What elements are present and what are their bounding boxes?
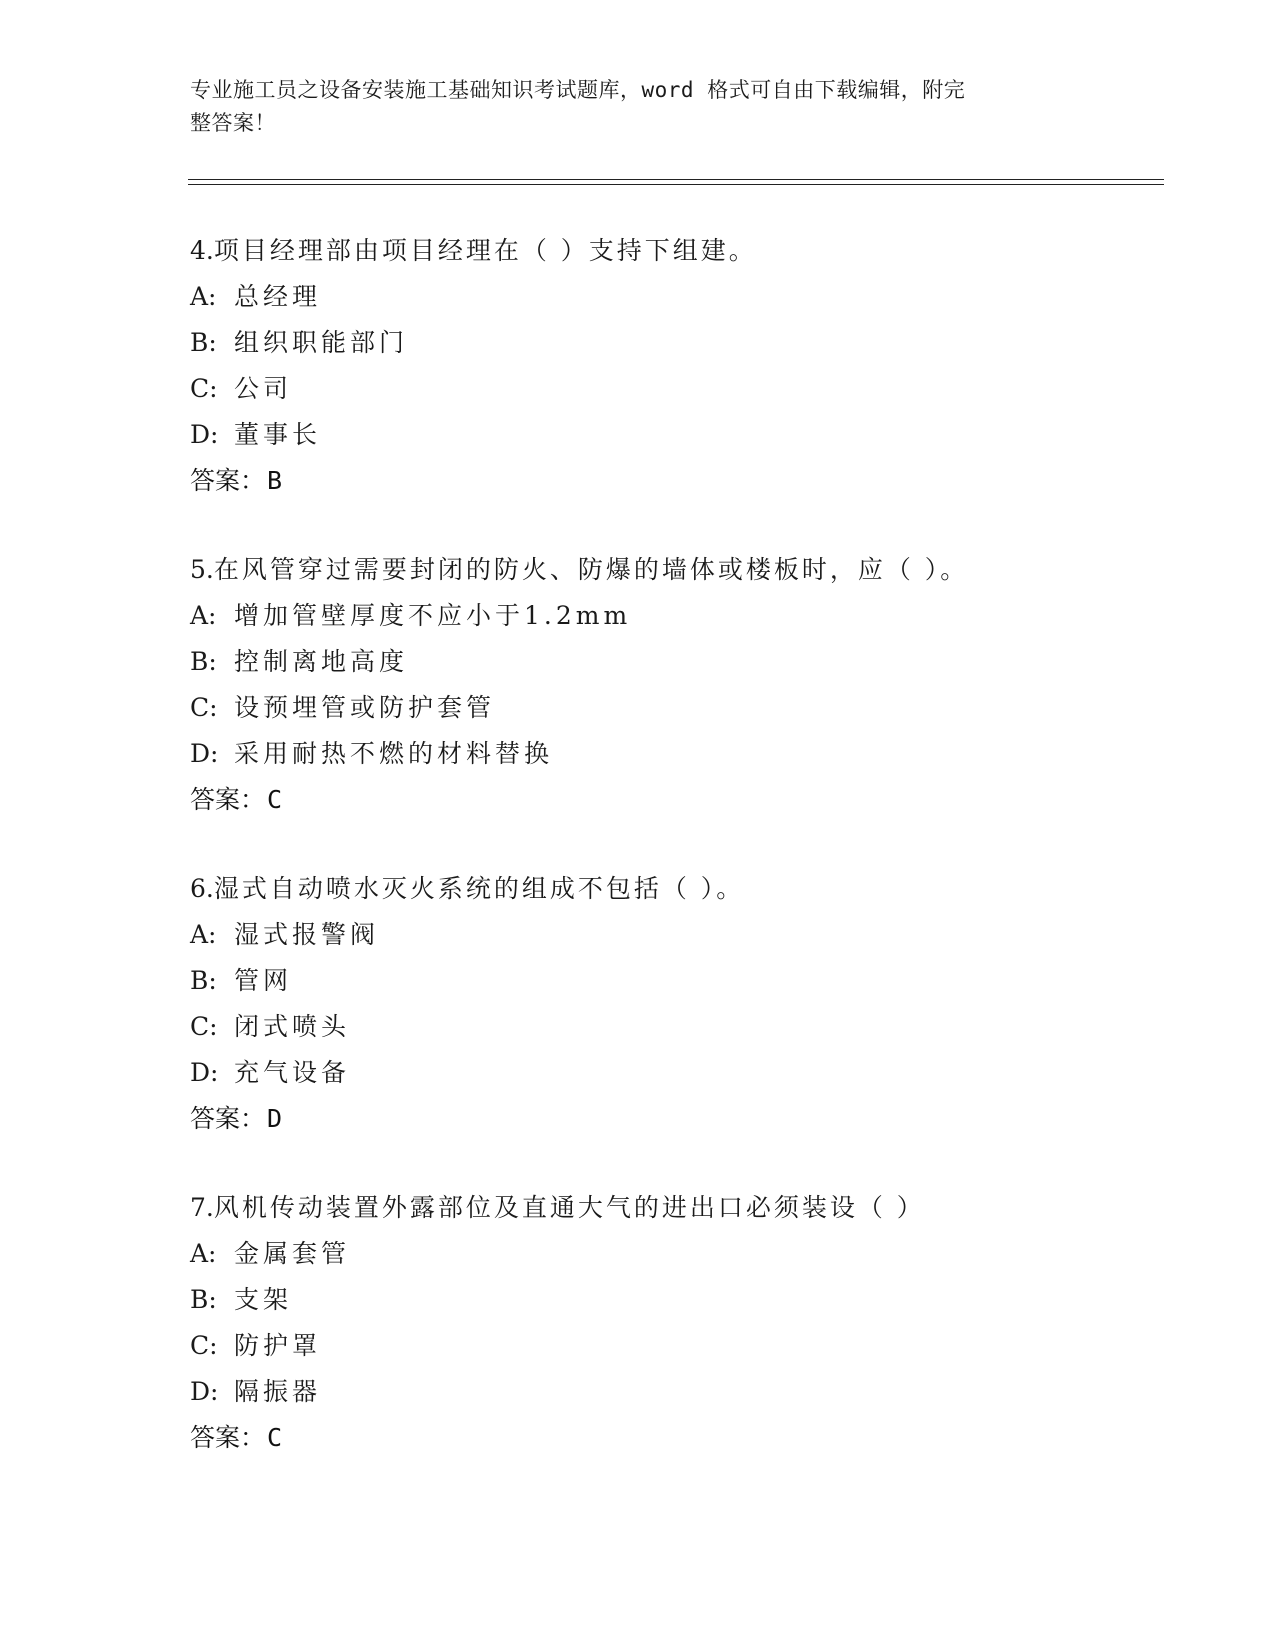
question-text: 风机传动装置外露部位及直通大气的进出口必须装设（ ）	[213, 1193, 925, 1222]
option-a	[190, 1231, 1190, 1277]
option-d	[190, 731, 1190, 777]
option-text: 董事长	[234, 420, 322, 449]
option-letter: C:	[190, 374, 218, 403]
option-text: 增加管壁厚度不应小于1.2mm	[234, 601, 632, 630]
header-divider-bottom	[188, 184, 1164, 185]
option-a	[190, 593, 1190, 639]
option-letter: C:	[190, 693, 218, 722]
option-letter: B:	[190, 328, 217, 357]
option-letter: A:	[190, 920, 217, 949]
answer-value: C	[267, 785, 283, 814]
option-b	[190, 320, 1190, 366]
header-divider-top	[188, 179, 1164, 180]
option-c	[190, 1004, 1190, 1050]
question-5	[190, 547, 1190, 823]
option-letter: A:	[190, 282, 217, 311]
header-line-1: 专业施工员之设备安装施工基础知识考试题库，word 格式可自由下载编辑，附完	[190, 78, 966, 102]
answer-value: B	[267, 466, 283, 495]
answer-line	[190, 777, 1190, 823]
option-d	[190, 1369, 1190, 1415]
question-number: 6.	[190, 874, 214, 903]
question-4	[190, 228, 1190, 504]
question-number: 7.	[190, 1193, 214, 1222]
option-letter: B:	[190, 647, 217, 676]
option-text: 闭式喷头	[234, 1012, 351, 1041]
option-text: 充气设备	[234, 1058, 351, 1087]
option-text: 组织职能部门	[234, 328, 409, 357]
question-stem	[190, 547, 1190, 593]
question-stem	[190, 866, 1190, 912]
answer-line	[190, 1415, 1190, 1461]
question-7	[190, 1185, 1190, 1461]
answer-value: D	[267, 1104, 283, 1133]
option-b	[190, 639, 1190, 685]
answer-label: 答案：	[190, 1104, 266, 1133]
option-letter: D:	[190, 1377, 219, 1406]
answer-label: 答案：	[190, 1423, 266, 1452]
answer-value: C	[267, 1423, 283, 1452]
option-letter: D:	[190, 420, 219, 449]
option-letter: A:	[190, 1239, 217, 1268]
option-text: 支架	[234, 1285, 293, 1314]
question-number: 4.	[190, 236, 214, 265]
option-letter: C:	[190, 1012, 218, 1041]
question-number: 5.	[190, 555, 214, 584]
option-text: 总经理	[234, 282, 322, 311]
option-letter: D:	[190, 739, 219, 768]
option-text: 防护罩	[234, 1331, 322, 1360]
header-line-2: 整答案！	[190, 111, 276, 135]
option-d	[190, 412, 1190, 458]
option-text: 隔振器	[234, 1377, 322, 1406]
document-header	[190, 74, 1070, 140]
option-text: 控制离地高度	[234, 647, 409, 676]
question-stem	[190, 1185, 1190, 1231]
option-letter: D:	[190, 1058, 219, 1087]
option-c	[190, 1323, 1190, 1369]
question-text: 项目经理部由项目经理在（ ）支持下组建。	[213, 236, 757, 265]
option-b	[190, 1277, 1190, 1323]
option-letter: B:	[190, 966, 217, 995]
answer-label: 答案：	[190, 785, 266, 814]
option-text: 管网	[234, 966, 293, 995]
answer-line	[190, 1096, 1190, 1142]
option-text: 采用耐热不燃的材料替换	[234, 739, 554, 768]
answer-label: 答案：	[190, 466, 266, 495]
option-text: 设预埋管或防护套管	[234, 693, 496, 722]
option-b	[190, 958, 1190, 1004]
question-text: 湿式自动喷水灭火系统的组成不包括（ ）。	[213, 874, 745, 903]
option-letter: A:	[190, 601, 217, 630]
option-d	[190, 1050, 1190, 1096]
option-text: 湿式报警阀	[234, 920, 380, 949]
option-text: 金属套管	[234, 1239, 351, 1268]
option-letter: B:	[190, 1285, 217, 1314]
question-stem	[190, 228, 1190, 274]
option-a	[190, 912, 1190, 958]
option-c	[190, 366, 1190, 412]
answer-line	[190, 458, 1190, 504]
option-text: 公司	[234, 374, 293, 403]
option-letter: C:	[190, 1331, 218, 1360]
option-c	[190, 685, 1190, 731]
question-6	[190, 866, 1190, 1142]
question-text: 在风管穿过需要封闭的防火、防爆的墙体或楼板时，应（ ）。	[213, 555, 969, 584]
option-a	[190, 274, 1190, 320]
